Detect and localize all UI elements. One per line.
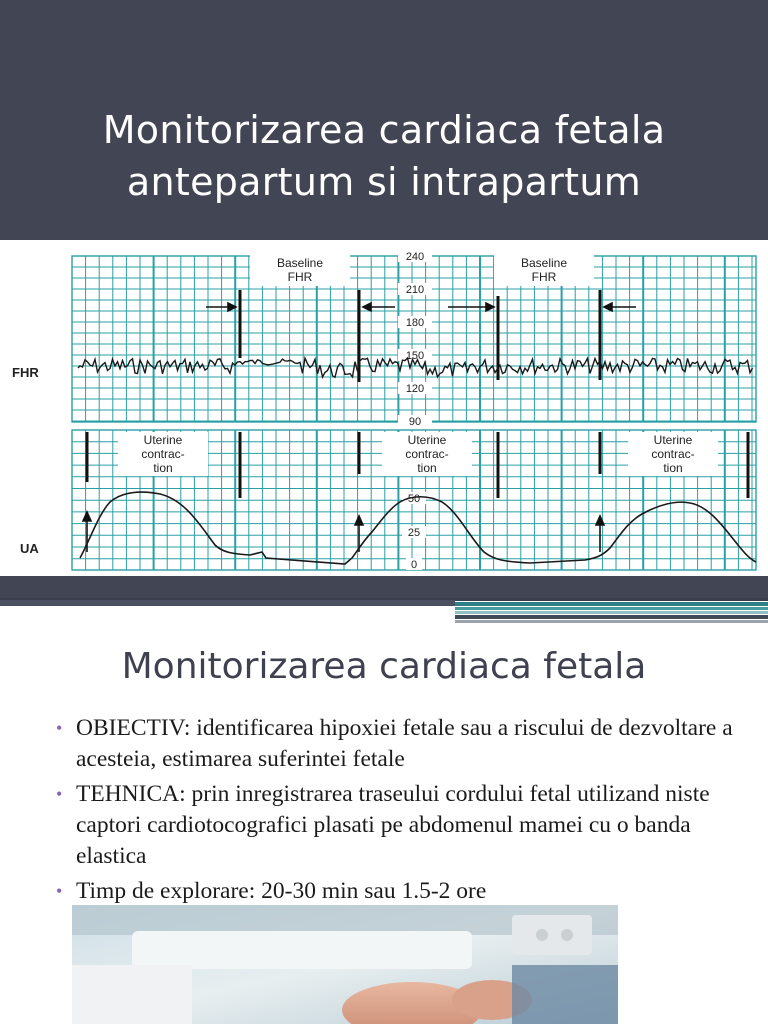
fhr-tick-150: 150 (405, 350, 425, 362)
bullet-icon: • (56, 881, 63, 901)
fhr-tick-210: 210 (405, 284, 425, 296)
contraction-2-line1: Uterine (407, 433, 447, 447)
fhr-tick-90: 90 (408, 416, 422, 428)
bullet-item (56, 779, 736, 872)
bullet-item (56, 876, 736, 907)
contraction-3-line1: Uterine (653, 433, 693, 447)
patient-monitoring-photo (72, 905, 618, 1024)
ctg-tracing-figure (0, 240, 768, 576)
fhr-tick-180: 180 (405, 317, 425, 329)
ua-tick-0: 0 (410, 559, 418, 571)
bullet-text-tehnica: TEHNICA: prin inregistrarea traseului cordului fetal utilizand niste captori cardiotocografici plasati pe abdomenul mamei cu o banda elastica (76, 781, 710, 869)
bullet-text-timp: Timp de explorare: 20-30 min sau 1.5-2 ore (76, 878, 487, 904)
contraction-3-line2: contrac- (651, 447, 695, 461)
bullet-list (56, 713, 736, 911)
bullet-text-objectiv: OBIECTIV: identificarea hipoxiei fetale sau a riscului de dezvoltare a acesteia, estimarea suferintei fetale (76, 715, 733, 772)
slide1-title-line1: Monitorizarea cardiaca fetala (102, 108, 666, 152)
fhr-grid (72, 256, 756, 422)
bullet-item (56, 713, 736, 775)
ctg-svg (0, 240, 768, 576)
baseline-label-2-line2: FHR (531, 270, 557, 284)
contraction-1-line2: contrac- (141, 447, 185, 461)
contraction-3-line3: tion (663, 461, 683, 475)
slide1-header (0, 0, 768, 240)
slide1-title-line2: antepartum si intrapartum (126, 160, 642, 204)
baseline-label-1-line1: Baseline (276, 256, 324, 270)
ua-tick-25: 25 (407, 527, 421, 539)
slide2-title: Monitorizarea cardiaca fetala (121, 646, 647, 687)
baseline-label-1-line2: FHR (287, 270, 313, 284)
slide1-title (0, 104, 768, 208)
ua-tick-50: 50 (407, 493, 421, 505)
fhr-tick-240: 240 (405, 251, 425, 263)
fhr-axis-label: FHR (12, 365, 39, 380)
bullet-icon: • (56, 784, 63, 804)
contraction-2-line3: tion (417, 461, 437, 475)
fhr-tick-120: 120 (405, 383, 425, 395)
ua-axis-label: UA (20, 541, 39, 556)
contraction-1-line1: Uterine (143, 433, 183, 447)
contraction-1-line3: tion (153, 461, 173, 475)
slide-divider-band (0, 576, 768, 630)
baseline-label-2-line1: Baseline (520, 256, 568, 270)
contraction-2-line2: contrac- (405, 447, 449, 461)
bullet-icon: • (56, 718, 63, 738)
